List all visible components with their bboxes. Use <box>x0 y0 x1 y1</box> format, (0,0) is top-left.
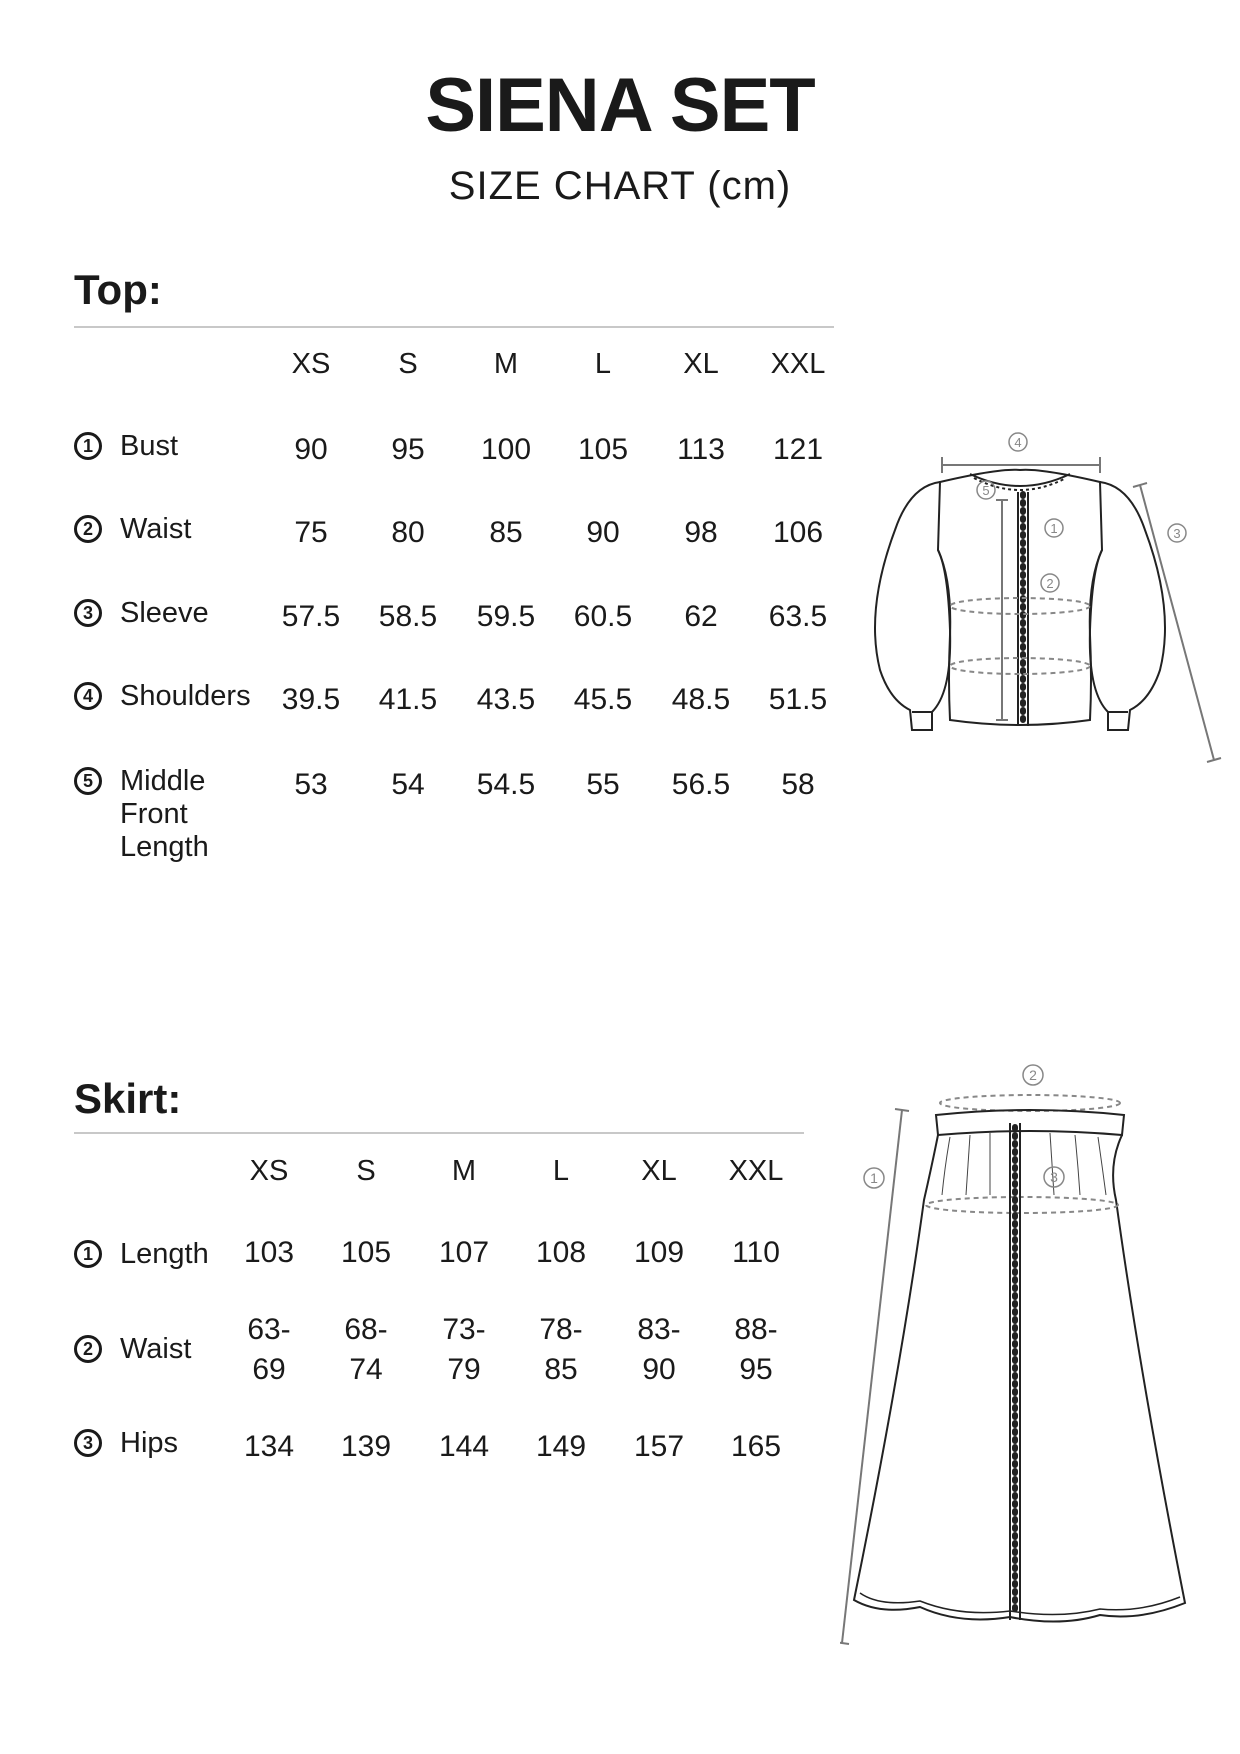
top-row-label-waist <box>74 513 191 546</box>
skirt-hips-measure-ellipse <box>926 1197 1118 1213</box>
top-cell: 56.5 <box>671 768 731 801</box>
skirt-cell: 144 <box>438 1430 490 1463</box>
top-row-label-bust <box>74 430 178 463</box>
top-cell: 54.5 <box>476 768 536 801</box>
sleeve-measure-line <box>1133 483 1221 762</box>
top-cell: 48.5 <box>671 683 731 716</box>
skirt-cell: 88-95 <box>734 1313 778 1386</box>
skirt-cell: 63-69 <box>247 1313 291 1386</box>
skirt-cell: 157 <box>633 1430 685 1463</box>
number-badge: 5 <box>74 767 102 795</box>
top-cell: 98 <box>684 516 718 549</box>
top-cell: 106 <box>772 516 824 549</box>
skirt-size-xs: XS <box>249 1155 289 1187</box>
top-cell: 63.5 <box>768 600 828 633</box>
marker-shoulders: 4 <box>1014 435 1022 450</box>
skirt-length-measure-line <box>840 1109 909 1644</box>
top-size-xxl: XXL <box>770 348 826 380</box>
skirt-cell: 107 <box>438 1236 490 1269</box>
top-cell: 60.5 <box>573 600 633 633</box>
top-cell: 62 <box>684 600 718 633</box>
number-badge: 2 <box>74 1335 102 1363</box>
measurement-label: Length <box>120 1238 209 1270</box>
skirt-size-l: L <box>552 1155 570 1187</box>
top-cell: 121 <box>772 433 824 466</box>
skirt-section-heading: Skirt: <box>74 1075 182 1122</box>
skirt-cell: 110 <box>732 1236 780 1269</box>
top-cell: 59.5 <box>476 600 536 633</box>
top-size-xs: XS <box>291 348 331 380</box>
top-cell: 90 <box>586 516 620 549</box>
top-cell: 43.5 <box>476 683 536 716</box>
measurement-label: Bust <box>120 430 179 462</box>
skirt-cell: 109 <box>633 1236 685 1269</box>
middle-front-measure-line <box>996 500 1008 720</box>
page-subtitle: SIZE CHART (cm) <box>448 164 792 208</box>
number-badge: 2 <box>74 515 102 543</box>
measurement-label: Waist <box>120 1333 192 1365</box>
skirt-cell: 134 <box>243 1430 295 1463</box>
top-row-label-sleeve <box>74 597 209 630</box>
skirt-cell: 78-85 <box>539 1313 583 1386</box>
top-cell: 54 <box>391 768 425 801</box>
marker-sleeve: 3 <box>1173 526 1181 541</box>
marker-bust: 1 <box>1050 521 1058 536</box>
skirt-row-label-waist <box>74 1333 191 1366</box>
top-section-heading: Top: <box>74 266 162 313</box>
skirt-diagram-markers <box>864 1065 1064 1188</box>
skirt-cell: 68-74 <box>344 1313 388 1386</box>
top-size-s: S <box>398 348 418 380</box>
skirt-cell: 165 <box>730 1430 782 1463</box>
top-cell: 53 <box>294 768 328 801</box>
top-cell: 85 <box>489 516 523 549</box>
skirt-cell: 83-90 <box>637 1313 681 1386</box>
marker-skirt-length: 1 <box>870 1170 878 1186</box>
measurement-label: Sleeve <box>120 597 209 629</box>
skirt-row-label-length <box>74 1238 209 1271</box>
top-cell: 90 <box>294 433 328 466</box>
skirt-cell: 108 <box>535 1236 587 1269</box>
number-badge: 1 <box>74 432 102 460</box>
skirt-size-xxl: XXL <box>728 1155 784 1187</box>
top-cell: 58 <box>781 768 815 801</box>
measurement-label: Hips <box>120 1427 179 1459</box>
skirt-gathers <box>942 1133 1106 1195</box>
top-divider <box>74 326 834 328</box>
number-badge: 1 <box>74 1240 102 1268</box>
skirt-cell: 139 <box>340 1430 392 1463</box>
marker-skirt-waist: 2 <box>1029 1067 1037 1083</box>
top-size-xl: XL <box>683 348 719 380</box>
top-cell: 100 <box>480 433 532 466</box>
skirt-cell: 73-79 <box>442 1313 486 1386</box>
top-cell: 58.5 <box>378 600 438 633</box>
top-cell: 39.5 <box>281 683 341 716</box>
skirt-waistband <box>936 1110 1124 1135</box>
number-badge: 3 <box>74 599 102 627</box>
top-cell: 113 <box>677 433 725 466</box>
skirt-cell: 105 <box>340 1236 392 1269</box>
measurement-label: Shoulders <box>120 680 251 712</box>
top-cell: 57.5 <box>281 600 341 633</box>
top-garment-diagram <box>840 430 1240 790</box>
top-size-m: M <box>493 348 519 380</box>
skirt-cell: 103 <box>243 1236 295 1269</box>
top-cell: 55 <box>586 768 620 801</box>
top-cell: 51.5 <box>768 683 828 716</box>
top-cell: 41.5 <box>378 683 438 716</box>
marker-middle-front: 5 <box>982 483 990 498</box>
marker-waist: 2 <box>1046 576 1054 591</box>
top-row-label-middle-front-length <box>74 765 240 864</box>
top-cell: 80 <box>391 516 425 549</box>
skirt-cell: 149 <box>535 1430 587 1463</box>
skirt-size-m: M <box>451 1155 477 1187</box>
top-cell: 45.5 <box>573 683 633 716</box>
top-row-label-shoulders <box>74 680 251 713</box>
skirt-size-s: S <box>356 1155 376 1187</box>
skirt-size-xl: XL <box>641 1155 677 1187</box>
measurement-label: Waist <box>120 513 192 545</box>
skirt-waist-measure-ellipse <box>940 1095 1120 1111</box>
number-badge: 3 <box>74 1429 102 1457</box>
top-cell: 75 <box>294 516 328 549</box>
skirt-divider <box>74 1132 804 1134</box>
top-size-l: L <box>594 348 612 380</box>
marker-skirt-hips: 3 <box>1050 1169 1058 1185</box>
skirt-garment-diagram <box>840 1055 1220 1655</box>
page-title: SIENA SET <box>425 63 815 148</box>
top-cell: 95 <box>391 433 425 466</box>
number-badge: 4 <box>74 682 102 710</box>
measurement-label: Middle Front Length <box>120 765 209 863</box>
skirt-row-label-hips <box>74 1427 178 1460</box>
diagram-markers <box>977 433 1186 592</box>
top-cell: 105 <box>577 433 629 466</box>
